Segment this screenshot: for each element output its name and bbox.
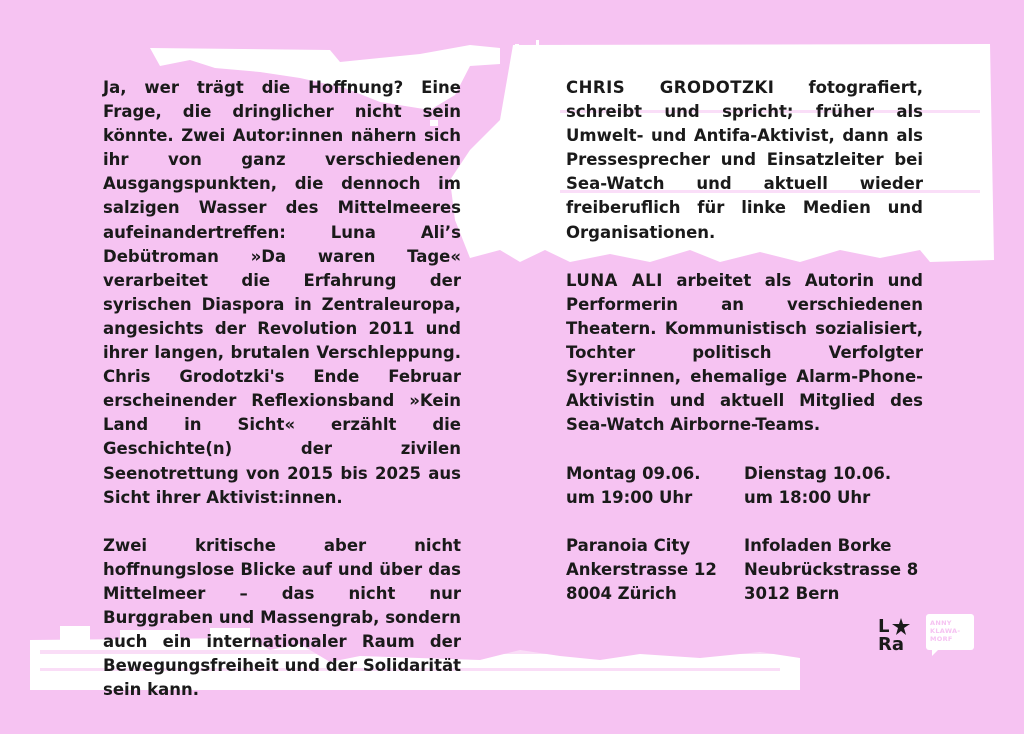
event-date: Montag 09.06.	[566, 464, 701, 483]
lora-logo	[876, 616, 916, 656]
bio-name: LUNA ALI	[566, 270, 663, 290]
intro-paragraph: Ja, wer trägt die Hoffnung? Eine Frage, die dringlicher nicht sein könnte. Zwei Autor:innen nähern sich ihr von ganz verschiedenen Ausgangspunkten, die dennoch im salzigen Wasser des Mittelmeeres aufeinandertreffen: Luna Ali’s Debütroman »Da waren Tage« verarbeitet die Erfahrung der syrischen Diaspora in Zentraleuropa, angesichts der Revolution 2011 und ihrer langen, brutalen Verschleppung. Chris Grodotzki's Ende Februar erscheinender Reflexionsband »Kein Land in Sicht« erzählt die Geschichte(n) der zivilen Seenotrettung von 2015 bis 2025 aus Sicht ihrer Aktivist:innen.	[103, 78, 461, 507]
closing-paragraph: Zwei kritische aber nicht hoffnungslose Blicke auf und über das Mittelmeer – das nicht nur Burggraben und Massengrab, sondern auch ein internationaler Raum der Bewegungsfreiheit und der Solidarität sein kann.	[103, 535, 461, 700]
left-column	[103, 76, 461, 702]
event-venue: Infoladen Borke	[744, 536, 892, 556]
lora-logo-bottom: Ra	[878, 634, 905, 655]
logo-line: ANNY	[930, 619, 952, 627]
event-date: Dienstag 10.06.	[744, 464, 892, 483]
anny-klawa-morf-logo	[926, 614, 976, 660]
event-time: um 18:00 Uhr	[744, 488, 871, 508]
right-column	[566, 76, 923, 437]
event-zurich	[566, 462, 746, 606]
event-bern	[744, 462, 924, 606]
event-city: 3012 Bern	[744, 584, 840, 604]
bio-text: fotografiert, schreibt und spricht; früher als Umwelt- und Antifa-Aktivist, dann als Pressesprecher und Einsatzleiter bei Sea-Watch und aktuell wieder freiberuflich für linke Medien und Organisationen.	[566, 78, 923, 242]
bio-text: arbeitet als Autorin und Performerin an verschiedenen Theatern. Kommunistisch sozialisiert, Tochter politisch Verfolgter Syrer:innen, ehemalige Alarm-Phone-Aktivistin und aktuell Mitglied des Sea-Watch Airborne-Teams.	[566, 270, 923, 435]
bio-name: CHRIS GRODOTZKI	[566, 78, 775, 97]
bio-chris-grodotzki	[566, 76, 923, 245]
logo-line: MORF	[930, 635, 953, 643]
event-city: 8004 Zürich	[566, 584, 677, 604]
event-street: Neubrückstrasse 8	[744, 560, 919, 580]
lora-logo-top: L	[878, 616, 890, 637]
event-venue: Paranoia City	[566, 536, 691, 556]
logo-line: KLAWA-	[930, 627, 961, 635]
bio-luna-ali	[566, 269, 923, 438]
event-street: Ankerstrasse 12	[566, 560, 717, 580]
event-time: um 19:00 Uhr	[566, 488, 693, 508]
